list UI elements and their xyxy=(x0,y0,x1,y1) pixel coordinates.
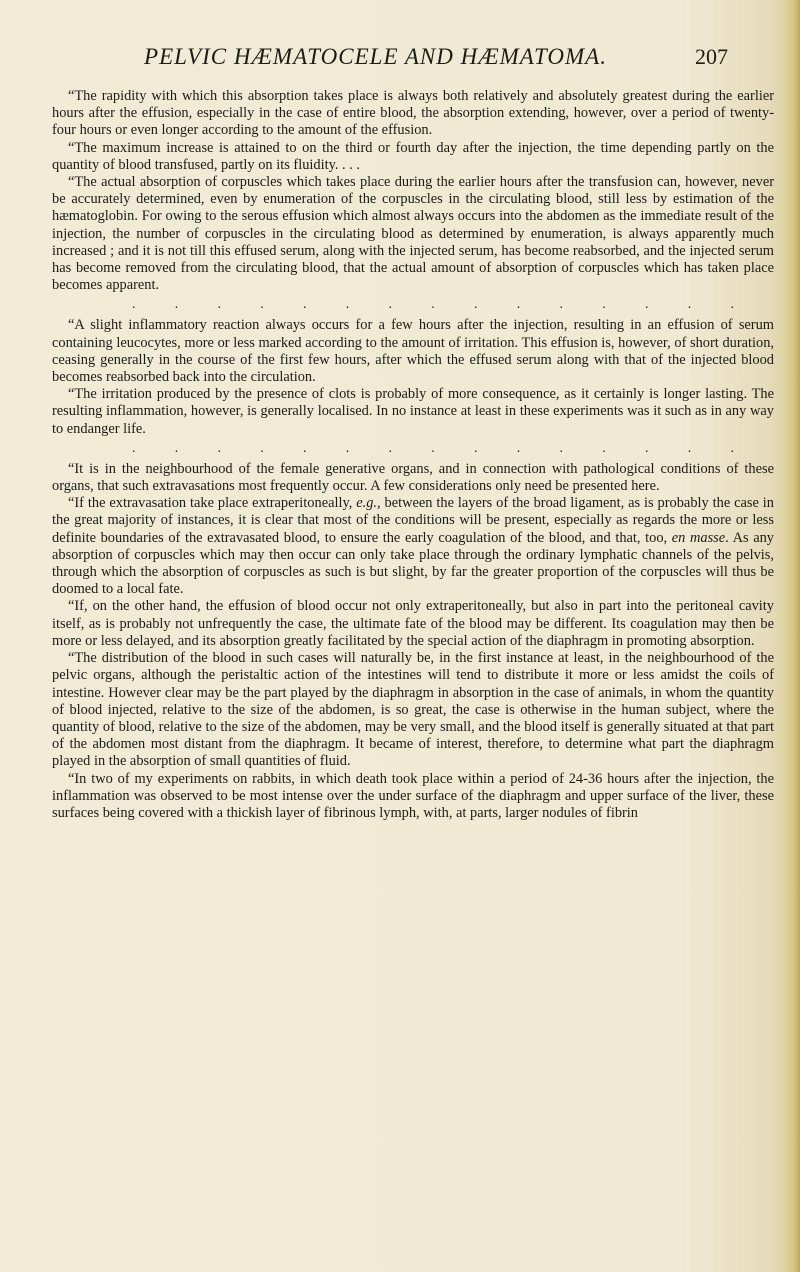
paragraph: “In two of my experiments on rabbits, in which death took place within a period of 24-36 hours after the injection, the inflammation was observed to be most intense over the under surface of the diaphragm and upper surface of the liver, these surfaces being covered with a thickish layer of fibrinous lymph, with, at parts, larger nodules of fibrin xyxy=(52,770,774,821)
paragraph: “The actual absorption of corpuscles which takes place during the earlier hours after the transfusion can, however, never be accurately determined, even by enumeration of the corpuscles in the circulating blood, still less by estimation of the hæmatoglobin. For owing to the serous effusion which almost always occurs into the abdomen as the immediate result of the injection, the number of corpuscles in the circulating blood as determined by enumeration, is always apparently much increased ; and it is not till this effused serum, along with the injected serum, has become reabsorbed, and the injected serum has become removed from the circulating blood, that the actual amount of absorption of corpuscles which has taken place becomes apparent. xyxy=(52,174,774,294)
italic-phrase: en masse xyxy=(671,529,726,546)
page-body xyxy=(52,88,774,822)
page-header xyxy=(108,44,728,74)
page-edge-shadow xyxy=(786,0,800,1272)
paragraph: “If the extravasation take place extraperitoneally, e.g., between the layers of the broad ligament, as is probably the case in the great majority of instances, it is clear that most of the conditions will be present, especially as regards the more or less definite boundaries of the extravasated blood, to ensure the early coagulation of the blood, and that, too, en masse. As any absorption of corpuscles which may then occur can only take place through the ordinary lymphatic channels of the pelvis, through which the absorption of corpuscles as such is but slight, by far the greater proportion of the corpuscles will thus be doomed to a local fate. xyxy=(52,495,774,598)
ellipsis-divider: . . . . . . . . . . . . . . . xyxy=(132,440,734,456)
paragraph: “The irritation produced by the presence of clots is probably of more consequence, as it certainly is longer lasting. The resulting inflammation, however, is generally localised. In no instance at least in these experiments was it such as in any way to endanger life. xyxy=(52,386,774,437)
paragraph: “The maximum increase is attained to on the third or fourth day after the injection, the time depending partly on the quantity of blood transfused, partly on its fluidity. . . . xyxy=(52,139,774,173)
paragraph: “It is in the neighbourhood of the female generative organs, and in connection with pathological conditions of these organs, that such extravasations most frequently occur. A few considerations only need be presented here. xyxy=(52,460,774,495)
running-title: PELVIC HÆMATOCELE AND HÆMATOMA. xyxy=(144,44,607,69)
paragraph: “The rapidity with which this absorption takes place is always both relatively and absolutely greatest during the earlier hours after the effusion, especially in the case of entire blood, the absorption extending, however, over a period of twenty-four hours or even longer according to the amount of the effusion. xyxy=(52,88,774,139)
paragraph: “The distribution of the blood in such cases will naturally be, in the first instance at least, in the neighbourhood of the pelvic organs, although the peristaltic action of the intestines will tend to distribute it more or less amidst the coils of intestine. However clear may be the part played by the diaphragm in absorption in the case of animals, in whom the quantity of blood injected, relative to the size of the abdomen, is so great, the case is otherwise in the human subject, where the quantity of blood, relative to the size of the abdomen, may be very small, and the blood itself is generally situated at that part of the abdomen most distant from the diaphragm. It became of interest, therefore, to determine what part the diaphragm played in the absorption of small quantities of fluid. xyxy=(52,650,774,770)
ellipsis-divider: . . . . . . . . . . . . . . . xyxy=(132,297,734,313)
italic-phrase: e.g. xyxy=(356,495,378,512)
paragraph: “A slight inflammatory reaction always occurs for a few hours after the injection, resulting in an effusion of serum containing leucocytes, more or less marked according to the amount of irritation. This effusion is, however, of short duration, ceasing generally in the course of the first few hours, after which the effused serum along with that of the injected blood becomes reabsorbed back into the circulation. xyxy=(52,317,774,386)
paragraph: “If, on the other hand, the effusion of blood occur not only extraperitoneally, but also in part into the peritoneal cavity itself, as is probably not unfrequently the case, the ultimate fate of the blood may be different. Its coagulation may then be more or less delayed, and its absorption greatly facilitated by the special action of the diaphragm in promoting absorption. xyxy=(52,598,774,649)
page-number: 207 xyxy=(695,44,728,69)
